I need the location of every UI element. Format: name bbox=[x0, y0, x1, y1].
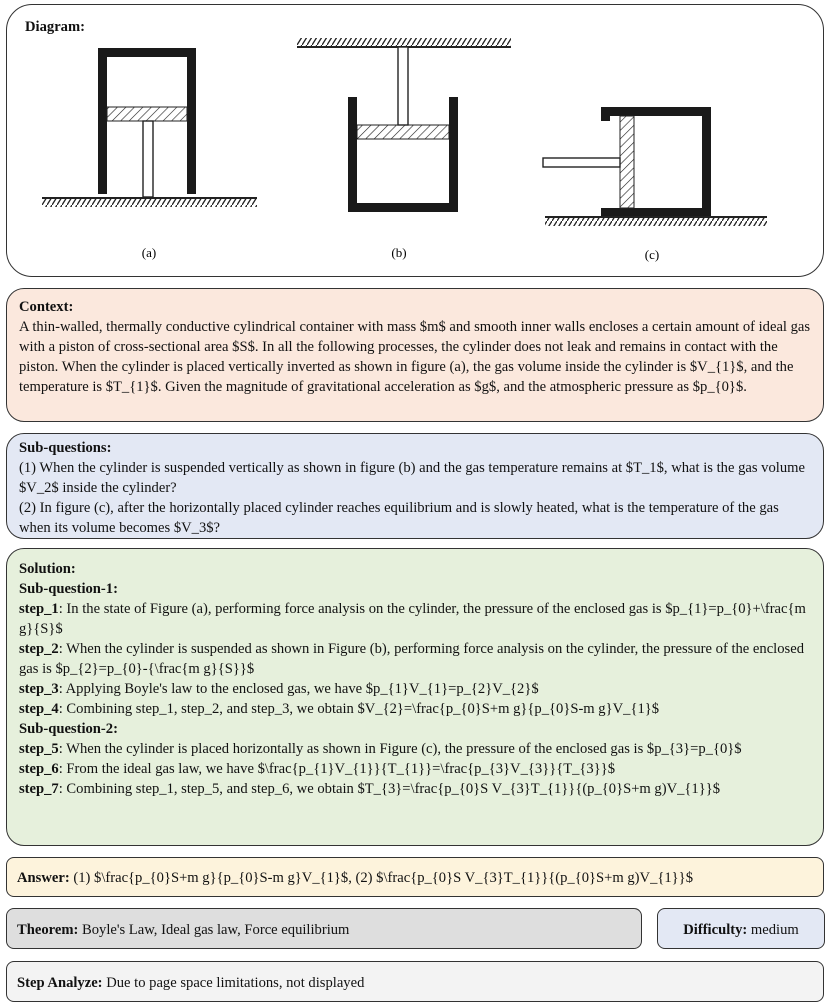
subquestion-item: (2) In figure (c), after the horizontally placed cylinder reaches equilibrium and is slowly heated, what is the temperature of the gas when its volume becomes $V_3$? bbox=[19, 500, 779, 536]
label-c: (c) bbox=[644, 247, 660, 262]
step-text: : Combining step_1, step_5, and step_6, we obtain $T_{3}=\frac{p_{0}S V_{3}T_{1}}{(p_{0}S+m g)V_{1}}$ bbox=[58, 781, 721, 797]
theorem-text: Boyle's Law, Ideal gas law, Force equilibrium bbox=[78, 922, 350, 938]
diagram-panel bbox=[6, 4, 824, 277]
answer-label: Answer: bbox=[17, 870, 70, 886]
difficulty-text: medium bbox=[747, 922, 799, 938]
step-label: step_7 bbox=[19, 781, 59, 797]
figure-a bbox=[42, 48, 257, 207]
step-label: step_2 bbox=[19, 641, 59, 657]
label-a: (a) bbox=[141, 245, 157, 260]
physics-diagram bbox=[7, 5, 823, 276]
step-label: step_6 bbox=[19, 761, 59, 777]
subquestions-title: Sub-questions: bbox=[19, 440, 112, 456]
figure-c bbox=[543, 107, 767, 226]
figure-b bbox=[297, 38, 511, 212]
solution-step bbox=[19, 599, 811, 639]
solution-step bbox=[19, 759, 811, 779]
step-text: : In the state of Figure (a), performing force analysis on the cylinder, the pressure of the enclosed gas is $p_{1}=p_{0}+\frac{m g}{S}$ bbox=[19, 601, 806, 637]
subquestion-item: (1) When the cylinder is suspended vertically as shown in figure (b) and the gas temperature remains at $T_1$, what is the gas volume $V_2$ inside the cylinder? bbox=[19, 460, 805, 496]
solution-step bbox=[19, 699, 811, 719]
subquestion-2-heading: Sub-question-2: bbox=[19, 721, 118, 737]
label-b: (b) bbox=[391, 245, 407, 260]
step-label: step_3 bbox=[19, 681, 59, 697]
diagram-title: Diagram: bbox=[25, 19, 85, 35]
subquestions-panel bbox=[6, 433, 824, 539]
step-text: : From the ideal gas law, we have $\frac{p_{1}V_{1}}{T_{1}}=\frac{p_{3}V_{3}}{T_{3}}$ bbox=[58, 761, 616, 777]
step-text: : Combining step_1, step_2, and step_3, we obtain $V_{2}=\frac{p_{0}S+m g}{p_{0}S-m g}V_{1}$ bbox=[58, 701, 660, 717]
solution-step bbox=[19, 739, 811, 759]
context-panel bbox=[6, 288, 824, 422]
step-label: step_4 bbox=[19, 701, 59, 717]
answer-panel bbox=[6, 857, 824, 897]
solution-title: Solution: bbox=[19, 561, 76, 577]
context-title: Context: bbox=[19, 299, 74, 315]
subquestion-1-heading: Sub-question-1: bbox=[19, 581, 118, 597]
step-label: step_5 bbox=[19, 741, 59, 757]
answer-text: (1) $\frac{p_{0}S+m g}{p_{0}S-m g}V_{1}$, (2) $\frac{p_{0}S V_{3}T_{1}}{(p_{0}S+m g)V_{1}}$ bbox=[69, 870, 693, 886]
theorem-label: Theorem: bbox=[17, 922, 79, 938]
difficulty-panel bbox=[657, 908, 825, 949]
step-label: step_1 bbox=[19, 601, 59, 617]
step-analyze-text: Due to page space limitations, not displayed bbox=[102, 975, 365, 991]
step-text: : When the cylinder is suspended as shown in Figure (b), performing force analysis on the cylinder, the pressure of the enclosed gas is $p_{2}=p_{0}-{\frac{m g}{S}}$ bbox=[19, 641, 804, 677]
solution-panel bbox=[6, 548, 824, 846]
step-text: : When the cylinder is placed horizontally as shown in Figure (c), the pressure of the enclosed gas is $p_{3}=p_{0}$ bbox=[58, 741, 742, 757]
solution-step bbox=[19, 779, 811, 799]
step-text: : Applying Boyle's law to the enclosed gas, we have $p_{1}V_{1}=p_{2}V_{2}$ bbox=[58, 681, 539, 697]
solution-step bbox=[19, 639, 811, 679]
theorem-panel bbox=[6, 908, 642, 949]
step-analyze-panel bbox=[6, 961, 824, 1002]
difficulty-label: Difficulty: bbox=[683, 922, 748, 938]
step-analyze-label: Step Analyze: bbox=[17, 975, 103, 991]
solution-step bbox=[19, 679, 811, 699]
context-text: A thin-walled, thermally conductive cylindrical container with mass $m$ and smooth inner walls encloses a certain amount of ideal gas with a piston of cross-sectional area $S$. In all the following processes, the cylinder does not leak and remains in contact with the piston. When the cylinder is placed vertically inverted as shown in figure (a), the gas volume inside the cylinder is $V_{1}$, and the temperature is $T_{1}$. Given the magnitude of gravitational acceleration as $g$, and the atmospheric pressure as $p_{0}$. bbox=[19, 319, 811, 395]
